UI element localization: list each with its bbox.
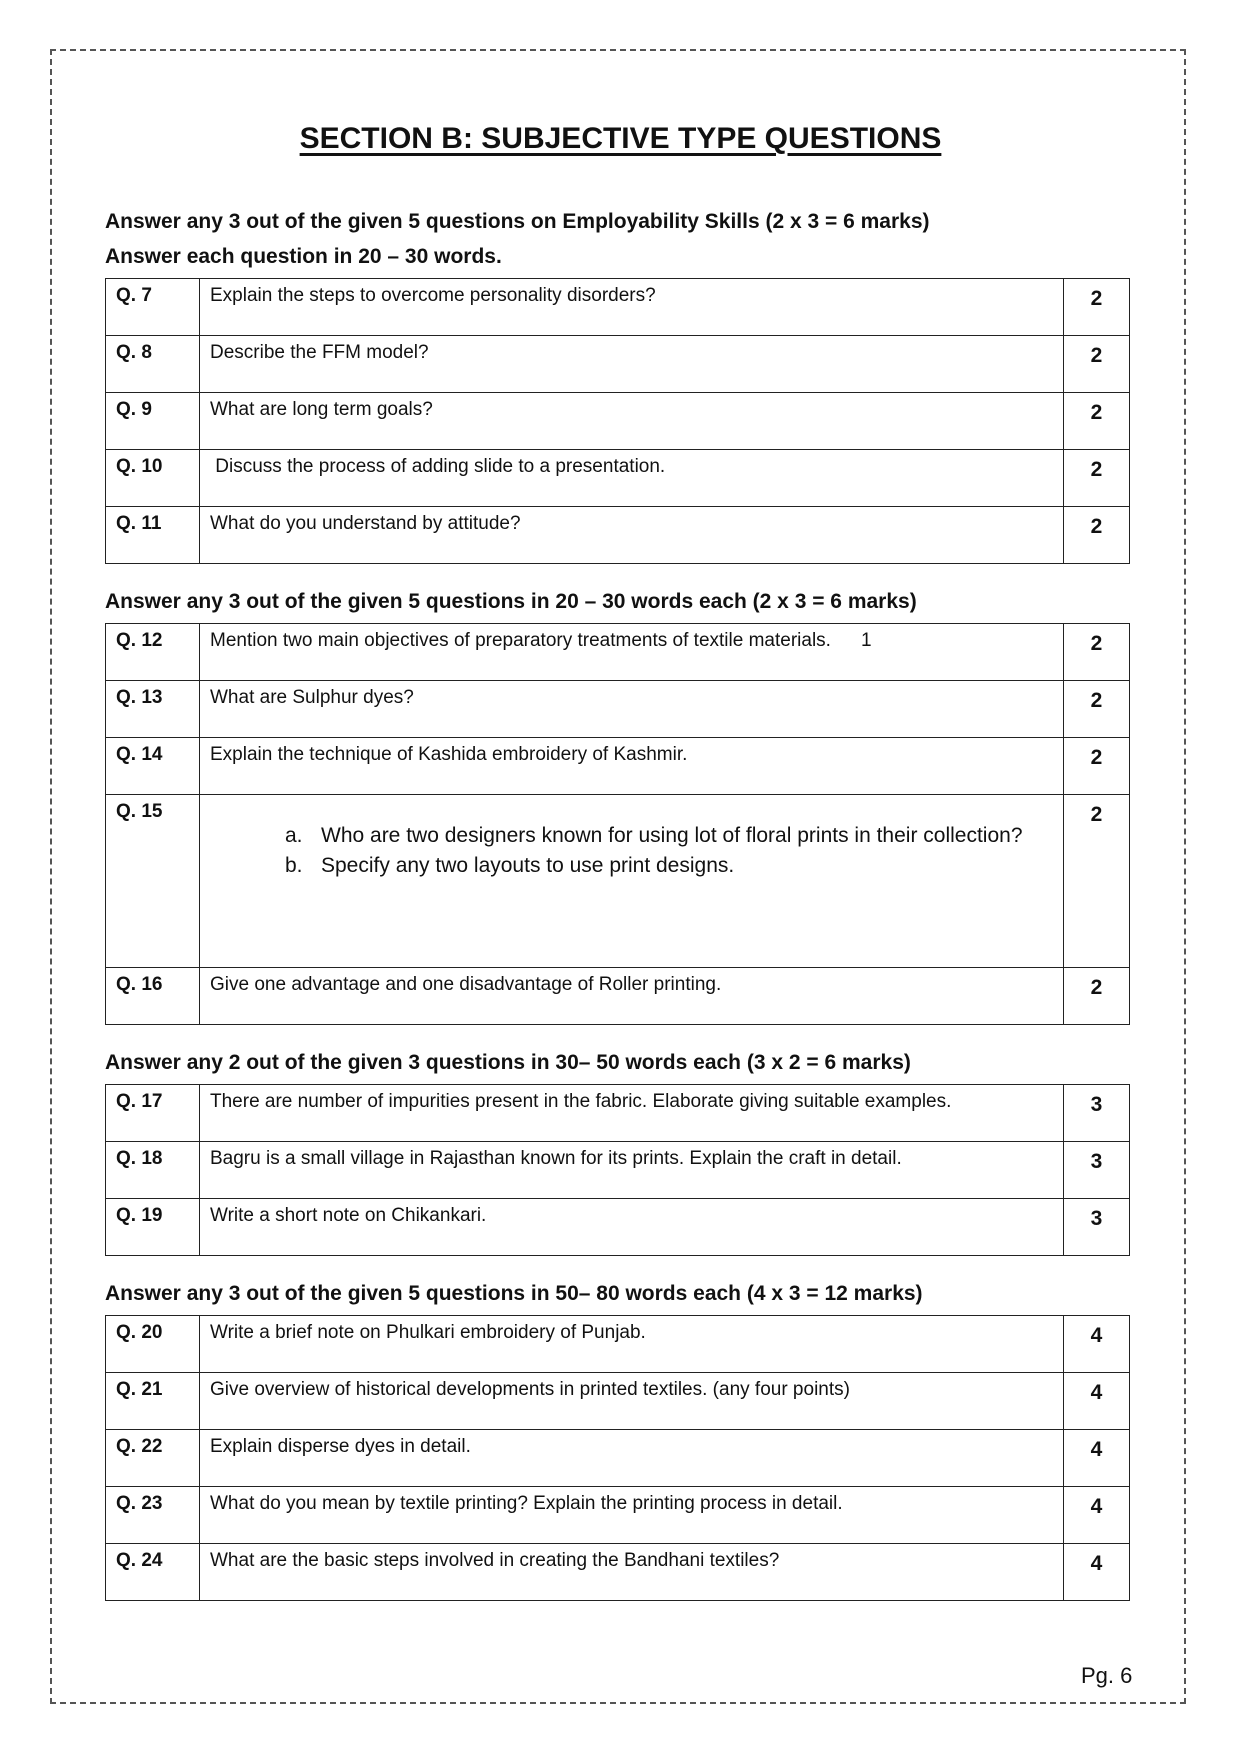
question-text: Give overview of historical developments in printed textiles. (any four points) [200, 1373, 1064, 1430]
question-marks: 2 [1064, 279, 1130, 336]
question-row [106, 450, 1130, 507]
question-row [106, 795, 1130, 968]
questions-table-2 [105, 623, 1130, 1025]
section-1-instruction-2: Answer each question in 20 – 30 words. [105, 245, 502, 268]
section-3-instruction: Answer any 2 out of the given 3 questions in 30– 50 words each (3 x 2 = 6 marks) [105, 1051, 911, 1074]
question-row [106, 1085, 1130, 1142]
section-1-instruction-1: Answer any 3 out of the given 5 questions on Employability Skills (2 x 3 = 6 marks) [105, 210, 930, 233]
subpart-text: Specify any two layouts to use print designs. [321, 854, 735, 877]
question-text: What do you mean by textile printing? Explain the printing process in detail. [200, 1487, 1064, 1544]
question-marks: 4 [1064, 1373, 1130, 1430]
question-number: Q. 21 [106, 1373, 200, 1430]
questions-table-1 [105, 278, 1130, 564]
question-marks: 2 [1064, 681, 1130, 738]
question-row [106, 1199, 1130, 1256]
question-text-cell [200, 624, 1064, 681]
section-4-instruction: Answer any 3 out of the given 5 questions in 50– 80 words each (4 x 3 = 12 marks) [105, 1282, 923, 1305]
question-text: Bagru is a small village in Rajasthan known for its prints. Explain the craft in detail. [200, 1142, 1064, 1199]
question-row [106, 1430, 1130, 1487]
question-text: Describe the FFM model? [200, 336, 1064, 393]
question-number: Q. 24 [106, 1544, 200, 1601]
questions-table-4 [105, 1315, 1130, 1601]
question-number: Q. 22 [106, 1430, 200, 1487]
question-number: Q. 16 [106, 968, 200, 1025]
question-number: Q. 12 [106, 624, 200, 681]
question-row [106, 968, 1130, 1025]
question-text: Discuss the process of adding slide to a presentation. [200, 450, 1064, 507]
question-row [106, 738, 1130, 795]
question-marks: 2 [1064, 450, 1130, 507]
question-number: Q. 19 [106, 1199, 200, 1256]
question-text: Write a short note on Chikankari. [200, 1199, 1064, 1256]
question-text: Explain the steps to overcome personality disorders? [200, 279, 1064, 336]
question-marks: 2 [1064, 624, 1130, 681]
question-marks: 4 [1064, 1544, 1130, 1601]
question-number: Q. 9 [106, 393, 200, 450]
question-marks: 3 [1064, 1085, 1130, 1142]
question-text: Explain disperse dyes in detail. [200, 1430, 1064, 1487]
question-row [106, 1544, 1130, 1601]
question-row [106, 507, 1130, 564]
question-marks: 3 [1064, 1142, 1130, 1199]
subpart-item [285, 821, 1051, 851]
question-number: Q. 8 [106, 336, 200, 393]
question-row [106, 1142, 1130, 1199]
question-text: What do you understand by attitude? [200, 507, 1064, 564]
question-text: What are Sulphur dyes? [200, 681, 1064, 738]
subpart-item [285, 851, 1051, 881]
question-number: Q. 13 [106, 681, 200, 738]
question-text: There are number of impurities present in the fabric. Elaborate giving suitable examples. [200, 1085, 1064, 1142]
question-number: Q. 17 [106, 1085, 200, 1142]
section-2-instruction: Answer any 3 out of the given 5 questions in 20 – 30 words each (2 x 3 = 6 marks) [105, 590, 917, 613]
question-row [106, 279, 1130, 336]
question-number: Q. 20 [106, 1316, 200, 1373]
subpart-letter: b. [285, 854, 303, 877]
question-number: Q. 15 [106, 795, 200, 968]
section-title: SECTION B: SUBJECTIVE TYPE QUESTIONS [299, 122, 942, 155]
question-text: Give one advantage and one disadvantage of Roller printing. [200, 968, 1064, 1025]
question-row [106, 336, 1130, 393]
question-number: Q. 23 [106, 1487, 200, 1544]
question-text: Write a brief note on Phulkari embroidery of Punjab. [200, 1316, 1064, 1373]
page-number: Pg. 6 [1081, 1663, 1133, 1688]
question-marks: 2 [1064, 738, 1130, 795]
question-subparts-cell [200, 795, 1064, 968]
question-row [106, 1373, 1130, 1430]
question-marks: 3 [1064, 1199, 1130, 1256]
question-row [106, 393, 1130, 450]
question-marks: 2 [1064, 393, 1130, 450]
stray-mark: 1 [860, 630, 872, 651]
question-marks: 4 [1064, 1316, 1130, 1373]
question-number: Q. 18 [106, 1142, 200, 1199]
subpart-text: Who are two designers known for using lot of floral prints in their collection? [321, 824, 1023, 847]
question-marks: 2 [1064, 336, 1130, 393]
question-row [106, 1316, 1130, 1373]
question-marks: 2 [1064, 795, 1130, 968]
question-number: Q. 14 [106, 738, 200, 795]
question-text: Mention two main objectives of preparatory treatments of textile materials. [210, 630, 831, 651]
subpart-letter: a. [285, 824, 303, 847]
question-marks: 4 [1064, 1430, 1130, 1487]
question-number: Q. 11 [106, 507, 200, 564]
question-text: What are the basic steps involved in creating the Bandhani textiles? [200, 1544, 1064, 1601]
subpart-list [285, 821, 1051, 881]
question-marks: 4 [1064, 1487, 1130, 1544]
question-number: Q. 10 [106, 450, 200, 507]
question-text: Explain the technique of Kashida embroidery of Kashmir. [200, 738, 1064, 795]
question-row [106, 1487, 1130, 1544]
question-number: Q. 7 [106, 279, 200, 336]
question-row [106, 681, 1130, 738]
questions-table-3 [105, 1084, 1130, 1256]
question-marks: 2 [1064, 507, 1130, 564]
question-marks: 2 [1064, 968, 1130, 1025]
question-row [106, 624, 1130, 681]
question-text: What are long term goals? [200, 393, 1064, 450]
